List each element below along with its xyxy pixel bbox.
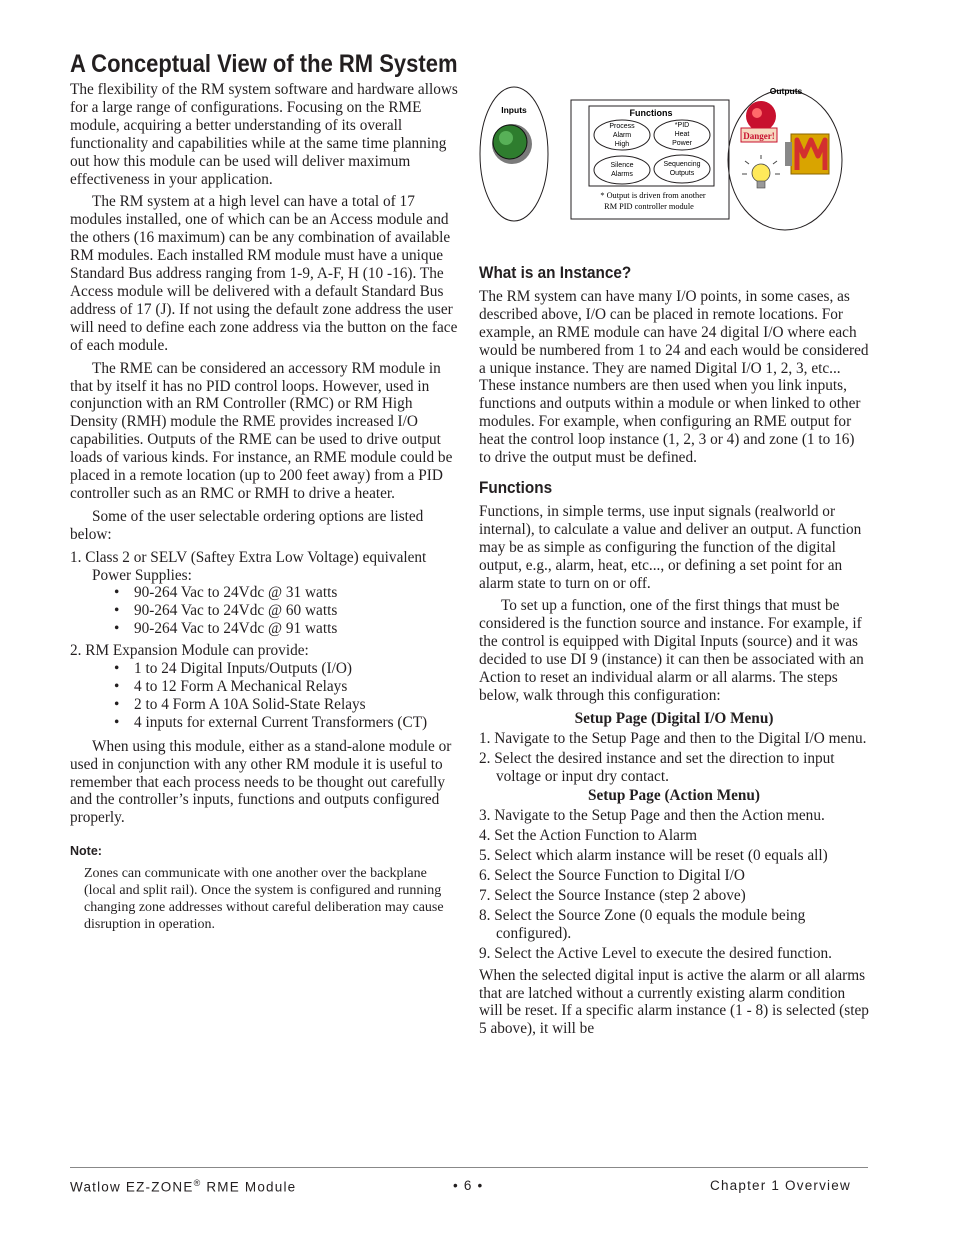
function-text: Alarms <box>611 171 633 178</box>
bullet-item: • 90-264 Vac to 24Vdc @ 91 watts <box>92 620 462 638</box>
note-text: Zones can communicate with one another over the backplane (local and split rail). Once the system is configured and running changing zone addresses without careful deliberation may cause disruption in operation. <box>84 866 444 933</box>
function-text: High <box>614 141 630 148</box>
step-item: 9. Select the Active Level to execute the desired function. <box>479 944 832 962</box>
step-item: 1. Navigate to the Setup Page and then to the Digital I/O menu. <box>479 729 867 747</box>
bullet-item: • 2 to 4 Form A 10A Solid-State Relays <box>92 696 462 714</box>
bullet-list <box>92 660 462 732</box>
ordering-options-list <box>70 549 462 732</box>
footer-product <box>70 1178 296 1195</box>
subheading-digital-io-menu: Setup Page (Digital I/O Menu) <box>574 709 774 727</box>
list-item-label: 2. RM Expansion Module can provide: <box>70 642 309 660</box>
section-heading-instance: What is an Instance? <box>479 263 632 282</box>
function-text: Silence <box>610 162 634 169</box>
paragraph: Some of the user selectable ordering options are listed below: <box>70 507 424 543</box>
footer-brand: Watlow EZ-ZONE <box>70 1179 194 1195</box>
function-text: Process <box>609 123 635 130</box>
bullet-item: • 4 inputs for external Current Transformers (CT) <box>92 714 462 732</box>
bullet-item: • 4 to 12 Form A Mechanical Relays <box>92 678 462 696</box>
paragraph: When using this module, either as a stand-alone module or used in conjunction with any other RM module it is useful to remember that each process needs to be thought out carefully and the controller’s inputs, functions and outputs configured properly. <box>70 737 452 827</box>
step-item: 2. Select the desired instance and set the direction to input voltage or input dry contact. <box>479 749 835 785</box>
footer-module: RME Module <box>201 1179 297 1195</box>
paragraph: Functions, in simple terms, use input signals (realworld or internal), to calculate a value and deliver an output. A function may be as simple as configuring the function of the digital output, e.g., alarm, heat, etc..., or defining a set point for an alarm state to turn on or off. <box>479 502 862 592</box>
function-text: Power <box>672 140 692 147</box>
bullet-item: • 90-264 Vac to 24Vdc @ 60 watts <box>92 602 462 620</box>
inputs-label: Inputs <box>501 105 527 115</box>
functions-inner-box <box>589 106 714 186</box>
step-item: 7. Select the Source Instance (step 2 above) <box>479 887 746 904</box>
section-heading-functions: Functions <box>479 477 553 497</box>
left-column <box>70 81 462 933</box>
footnote-line: RM PID controller module <box>604 202 694 211</box>
page-title: A Conceptual View of the RM System <box>70 50 458 78</box>
function-oval-silence-alarms <box>594 156 650 184</box>
paragraph: The RM system at a high level can have a total of 17 modules installed, one of which can be an Access module and the others (16 maximum) can be any combination of available RM modules. Each installed RM module must have a unique Standard Bus address ranging from 1-9, A-F, H (10 -16). The Access module will be delivered with a default Standard Bus address of 17 (J). If not using the default zone address the user will need to define each zone address via the button on the face of each module. <box>70 193 458 354</box>
pushbutton-icon <box>492 124 532 164</box>
function-text: Sequencing <box>663 161 701 168</box>
page-number: • 6 • <box>453 1178 484 1193</box>
conceptual-diagram <box>479 82 869 232</box>
step-item: 4. Set the Action Function to Alarm <box>479 827 697 845</box>
steps-list <box>479 807 869 962</box>
list-item-label: 1. Class 2 or SELV (Saftey Extra Low Voltage) equivalent Power Supplies: <box>70 548 427 584</box>
footer-chapter: Chapter 1 Overview <box>710 1178 851 1193</box>
paragraph: The flexibility of the RM system software and hardware allows for a large range of configurations. Focusing on the RME module, acquiring a better understanding of its overall functionality and capabilities while at the same time planning out how this module can be used will deliver maximum effectiveness in your application. <box>70 81 458 188</box>
step-item: 8. Select the Source Zone (0 equals the module being configured). <box>479 906 806 942</box>
bullet-item: • 90-264 Vac to 24Vdc @ 31 watts <box>92 584 462 602</box>
functions-label: Functions <box>629 108 673 118</box>
step-item: 3. Navigate to the Setup Page and then the Action menu. <box>479 807 825 825</box>
function-text: *PID <box>674 122 690 129</box>
note-heading: Note: <box>70 844 102 859</box>
steps-list <box>479 730 869 786</box>
function-text: Outputs <box>669 170 695 177</box>
footnote-line: * Output is driven from another <box>600 191 706 200</box>
subheading-action-menu: Setup Page (Action Menu) <box>587 787 761 805</box>
list-item <box>70 642 462 732</box>
paragraph: To set up a function, one of the first things that must be considered is the function source and instance. For example, if the control is equipped with Digital Inputs (source) and it was decided to use DI 9 (instance) it can then be associated with an Action to reset an individual alarm or all alarms. The steps below, walk through this configuration: <box>479 597 864 704</box>
outputs-label: Outputs <box>769 86 803 96</box>
right-column <box>479 264 869 1043</box>
paragraph: When the selected digital input is active the alarm or all alarms that are latched without a currently existing alarm condition will be reset. If a specific alarm instance (1 - 8) is selected (step 5 above), it will be <box>479 966 869 1038</box>
light-bulb-icon <box>742 155 780 188</box>
step-item: 5. Select which alarm instance will be reset (0 equals all) <box>479 847 828 865</box>
list-item <box>70 549 462 639</box>
footer-divider <box>70 1167 868 1168</box>
paragraph: The RM system can have many I/O points, in some cases, as described above, I/O can be placed in remote locations. For example, an RME module can have 24 digital I/O where each would be numbered from 1 to 24 and each would be considered a unique instance. They are named Digital I/O 1, 2, 3, etc... These instance numbers are then used when you link inputs, functions and outputs within a module or when linked to other modules. For example, when configuring an RME output for heat the control loop instance (1, 2, 3 or 4) and zone (1 to 16) to drive the output must be defined. <box>479 287 869 467</box>
function-oval-sequencing <box>654 155 710 183</box>
function-text: Heat <box>674 131 690 138</box>
paragraph: The RME can be considered an accessory RM module in that by itself it has no PID control loops. However, used in conjunction with an RM Controller (RMC) or RM High Density (RMH) module the RME provides increased I/O capabilities. Outputs of the RME can be used to drive output loads of various kinds. For instance, an RME module could be placed in a remote location (up to 200 feet away) from a PID controller such as an RMC or RMH to drive a heater. <box>70 359 453 502</box>
bullet-list <box>92 584 462 638</box>
heater-icon <box>785 134 829 174</box>
step-item: 6. Select the Source Function to Digital I/O <box>479 867 745 885</box>
function-text: Alarm <box>612 132 632 139</box>
alarm-siren-icon <box>741 101 777 142</box>
bullet-item: • 1 to 24 Digital Inputs/Outputs (I/O) <box>92 660 462 678</box>
registered-mark: ® <box>193 1178 202 1188</box>
danger-text: Danger! <box>743 131 775 141</box>
